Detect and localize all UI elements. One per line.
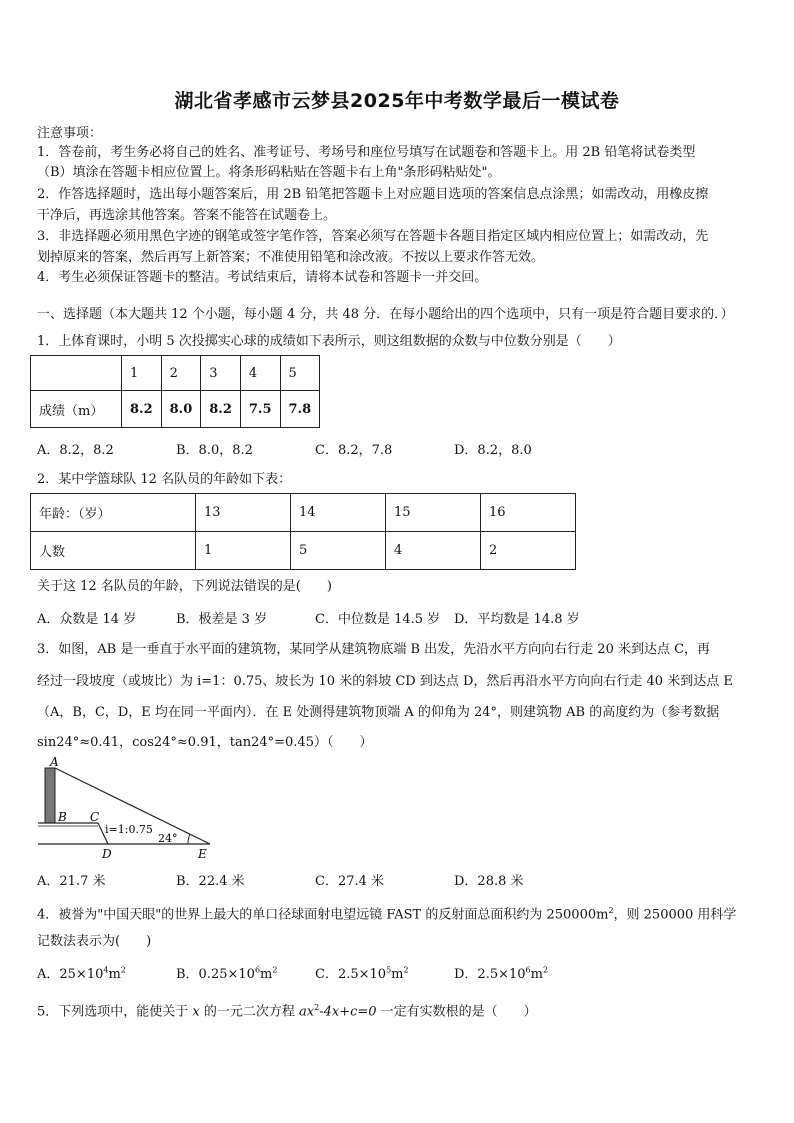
opt-base: A．25×10 bbox=[37, 967, 104, 982]
q3-option-d: D．28.8 米 bbox=[454, 874, 524, 889]
opt-exp: 6 bbox=[525, 965, 531, 975]
q1-cell: 8.2 bbox=[201, 391, 241, 428]
q4-option-a bbox=[37, 963, 126, 982]
q5-var: x bbox=[192, 1004, 200, 1020]
opt-unit: m bbox=[391, 967, 404, 982]
q2-cell: 2 bbox=[481, 532, 576, 570]
q1-stem: 1．上体育课时，小明 5 次投掷实心球的成绩如下表所示，则这组数据的众数与中位数分别是（ ） bbox=[37, 334, 621, 349]
q5-text: 一定有实数根的是（ ） bbox=[376, 1004, 537, 1020]
notice-heading: 注意事项： bbox=[37, 126, 103, 141]
q2-cell: 1 bbox=[196, 532, 291, 570]
q1-header-cell bbox=[31, 356, 122, 391]
q5-eq-sup: 2 bbox=[314, 1003, 320, 1012]
opt-unit: m bbox=[530, 967, 543, 982]
opt-unit-exp: 2 bbox=[120, 965, 126, 975]
q1-header-cell: 1 bbox=[122, 356, 162, 391]
q3-line: 经过一段坡度（或坡比）为 i=1：0.75、坡长为 10 米的斜坡 CD 到达点 D，然后再沿水平方向向右行走 40 米到达点 E bbox=[37, 674, 733, 689]
q3-option-b: B．22.4 米 bbox=[176, 874, 245, 889]
q2-cell: 5 bbox=[291, 532, 386, 570]
q3-option-a: A．21.7 米 bbox=[37, 874, 106, 889]
q2-cell: 4 bbox=[386, 532, 481, 570]
section-heading: 一、选择题（本大题共 12 个小题，每小题 4 分，共 48 分．在每小题给出的四个选项中，只有一项是符合题目要求的．） bbox=[37, 307, 734, 322]
q3-figure bbox=[30, 752, 220, 864]
opt-unit-exp: 2 bbox=[272, 965, 278, 975]
q1-option-d: D．8.2，8.0 bbox=[454, 443, 532, 458]
q1-option-a: A．8.2，8.2 bbox=[37, 443, 114, 458]
opt-base: D．2.5×10 bbox=[454, 967, 526, 982]
q4-option-b bbox=[176, 963, 277, 982]
q1-option-b: B．8.0，8.2 bbox=[176, 443, 253, 458]
notice-line: 1．答卷前，考生务必将自己的姓名、准考证号、考场号和座位号填写在试题卷和答题卡上。用 2B 铅笔将试卷类型 bbox=[37, 145, 696, 160]
notice-line: 2．作答选择题时，选出每小题答案后，用 2B 铅笔把答题卡上对应题目选项的答案信息点涂黑；如需改动，用橡皮擦 bbox=[37, 187, 709, 202]
q1-cell: 8.0 bbox=[161, 391, 201, 428]
notice-line: 干净后，再选涂其他答案。答案不能答在试题卷上。 bbox=[37, 208, 337, 223]
q3-line: （A，B，C，D，E 均在同一平面内）．在 E 处测得建筑物顶端 A 的仰角为 24°，则建筑物 AB 的高度约为（参考数据 bbox=[37, 705, 720, 720]
q5-stem bbox=[37, 998, 537, 1022]
q4-text: 4．被誉为"中国天眼"的世界上最大的单口径球面射电望远镜 FAST 的反射面总面积约为 250000m bbox=[37, 907, 609, 923]
q2-cell: 15 bbox=[386, 494, 481, 532]
notice-line: （B）填涂在答题卡相应位置上。将条形码粘贴在答题卡右上角"条形码粘贴处"。 bbox=[37, 165, 501, 180]
building-ab bbox=[45, 768, 55, 823]
q3-line: 3．如图，AB 是一垂直于水平面的建筑物，某同学从建筑物底端 B 出发，先沿水平方向向右行走 20 米到达点 C，再 bbox=[37, 642, 711, 657]
q2-row-label: 年龄：（岁） bbox=[31, 494, 196, 532]
q4-line-2: 记数法表示为( ) bbox=[37, 934, 152, 949]
notice-line: 3．非选择题必须用黑色字迹的钢笔或签字笔作答，答案必须写在答题卡各题目指定区域内相应位置上；如需改动，先 bbox=[37, 229, 709, 244]
notice-line: 划掉原来的答案，然后再写上新答案；不准使用铅笔和涂改液。不按以上要求作答无效。 bbox=[37, 250, 545, 265]
q2-row-label: 人数 bbox=[31, 532, 196, 570]
q4-option-d bbox=[454, 963, 548, 982]
label-d: D bbox=[102, 847, 112, 861]
q3-option-c: C．27.4 米 bbox=[315, 874, 385, 889]
opt-exp: 4 bbox=[103, 965, 109, 975]
q1-cell: 7.5 bbox=[240, 391, 280, 428]
q1-cell: 8.2 bbox=[122, 391, 162, 428]
opt-exp: 6 bbox=[254, 965, 261, 975]
q5-eq: -4x+c=0 bbox=[319, 1004, 377, 1020]
q1-header-cell: 3 bbox=[201, 356, 241, 391]
q2-cell: 16 bbox=[481, 494, 576, 532]
q1-header-cell: 2 bbox=[161, 356, 201, 391]
angle-arc bbox=[188, 834, 190, 844]
q5-eq: ax bbox=[299, 1004, 315, 1020]
q2-cell: 13 bbox=[196, 494, 291, 532]
opt-unit-exp: 2 bbox=[403, 965, 409, 975]
opt-unit-exp: 2 bbox=[542, 965, 549, 975]
opt-base: C．2.5×10 bbox=[315, 967, 387, 982]
q1-row-label: 成绩（m） bbox=[31, 391, 122, 428]
opt-unit: m bbox=[108, 967, 121, 982]
q4-option-c bbox=[315, 963, 409, 982]
q3-line: sin24°≈0.41，cos24°≈0.91，tan24°=0.45）（ ） bbox=[37, 735, 373, 750]
label-e: E bbox=[198, 847, 207, 861]
q2-cell: 14 bbox=[291, 494, 386, 532]
q1-cell: 7.8 bbox=[280, 391, 320, 428]
label-c: C bbox=[90, 810, 100, 824]
q4-text: ，则 250000 用科学 bbox=[613, 907, 737, 923]
q4-sup: 2 bbox=[608, 906, 614, 915]
q5-text: 的一元二次方程 bbox=[199, 1004, 300, 1020]
q2-stem: 2．某中学篮球队 12 名队员的年龄如下表： bbox=[37, 472, 292, 487]
q2-option-d: D．平均数是 14.8 岁 bbox=[454, 612, 580, 627]
opt-exp: 5 bbox=[386, 965, 392, 975]
q2-table bbox=[30, 493, 576, 570]
notice-line: 4．考生必须保证答题卡的整洁。考试结束后，请将本试卷和答题卡一并交回。 bbox=[37, 270, 488, 285]
q1-header-cell: 5 bbox=[280, 356, 320, 391]
label-a: A bbox=[50, 755, 59, 769]
q2-option-b: B．极差是 3 岁 bbox=[176, 612, 268, 627]
opt-base: B．0.25×10 bbox=[176, 967, 255, 982]
slope-label: i=1:0.75 bbox=[105, 823, 153, 836]
q2-option-c: C．中位数是 14.5 岁 bbox=[315, 612, 441, 627]
page-title: 湖北省孝感市云梦县2025年中考数学最后一模试卷 bbox=[174, 90, 620, 112]
q4-line-1 bbox=[37, 901, 736, 925]
opt-unit: m bbox=[260, 967, 273, 982]
q2-option-a: A．众数是 14 岁 bbox=[37, 612, 137, 627]
q2-followup: 关于这 12 名队员的年龄，下列说法错误的是( ) bbox=[37, 579, 332, 594]
angle-label: 24° bbox=[158, 832, 178, 845]
q1-option-c: C．8.2，7.8 bbox=[315, 443, 393, 458]
q1-header-cell: 4 bbox=[240, 356, 280, 391]
q1-table bbox=[30, 355, 320, 428]
label-b: B bbox=[58, 810, 67, 824]
q5-text: 5．下列选项中，能使关于 bbox=[37, 1004, 193, 1020]
